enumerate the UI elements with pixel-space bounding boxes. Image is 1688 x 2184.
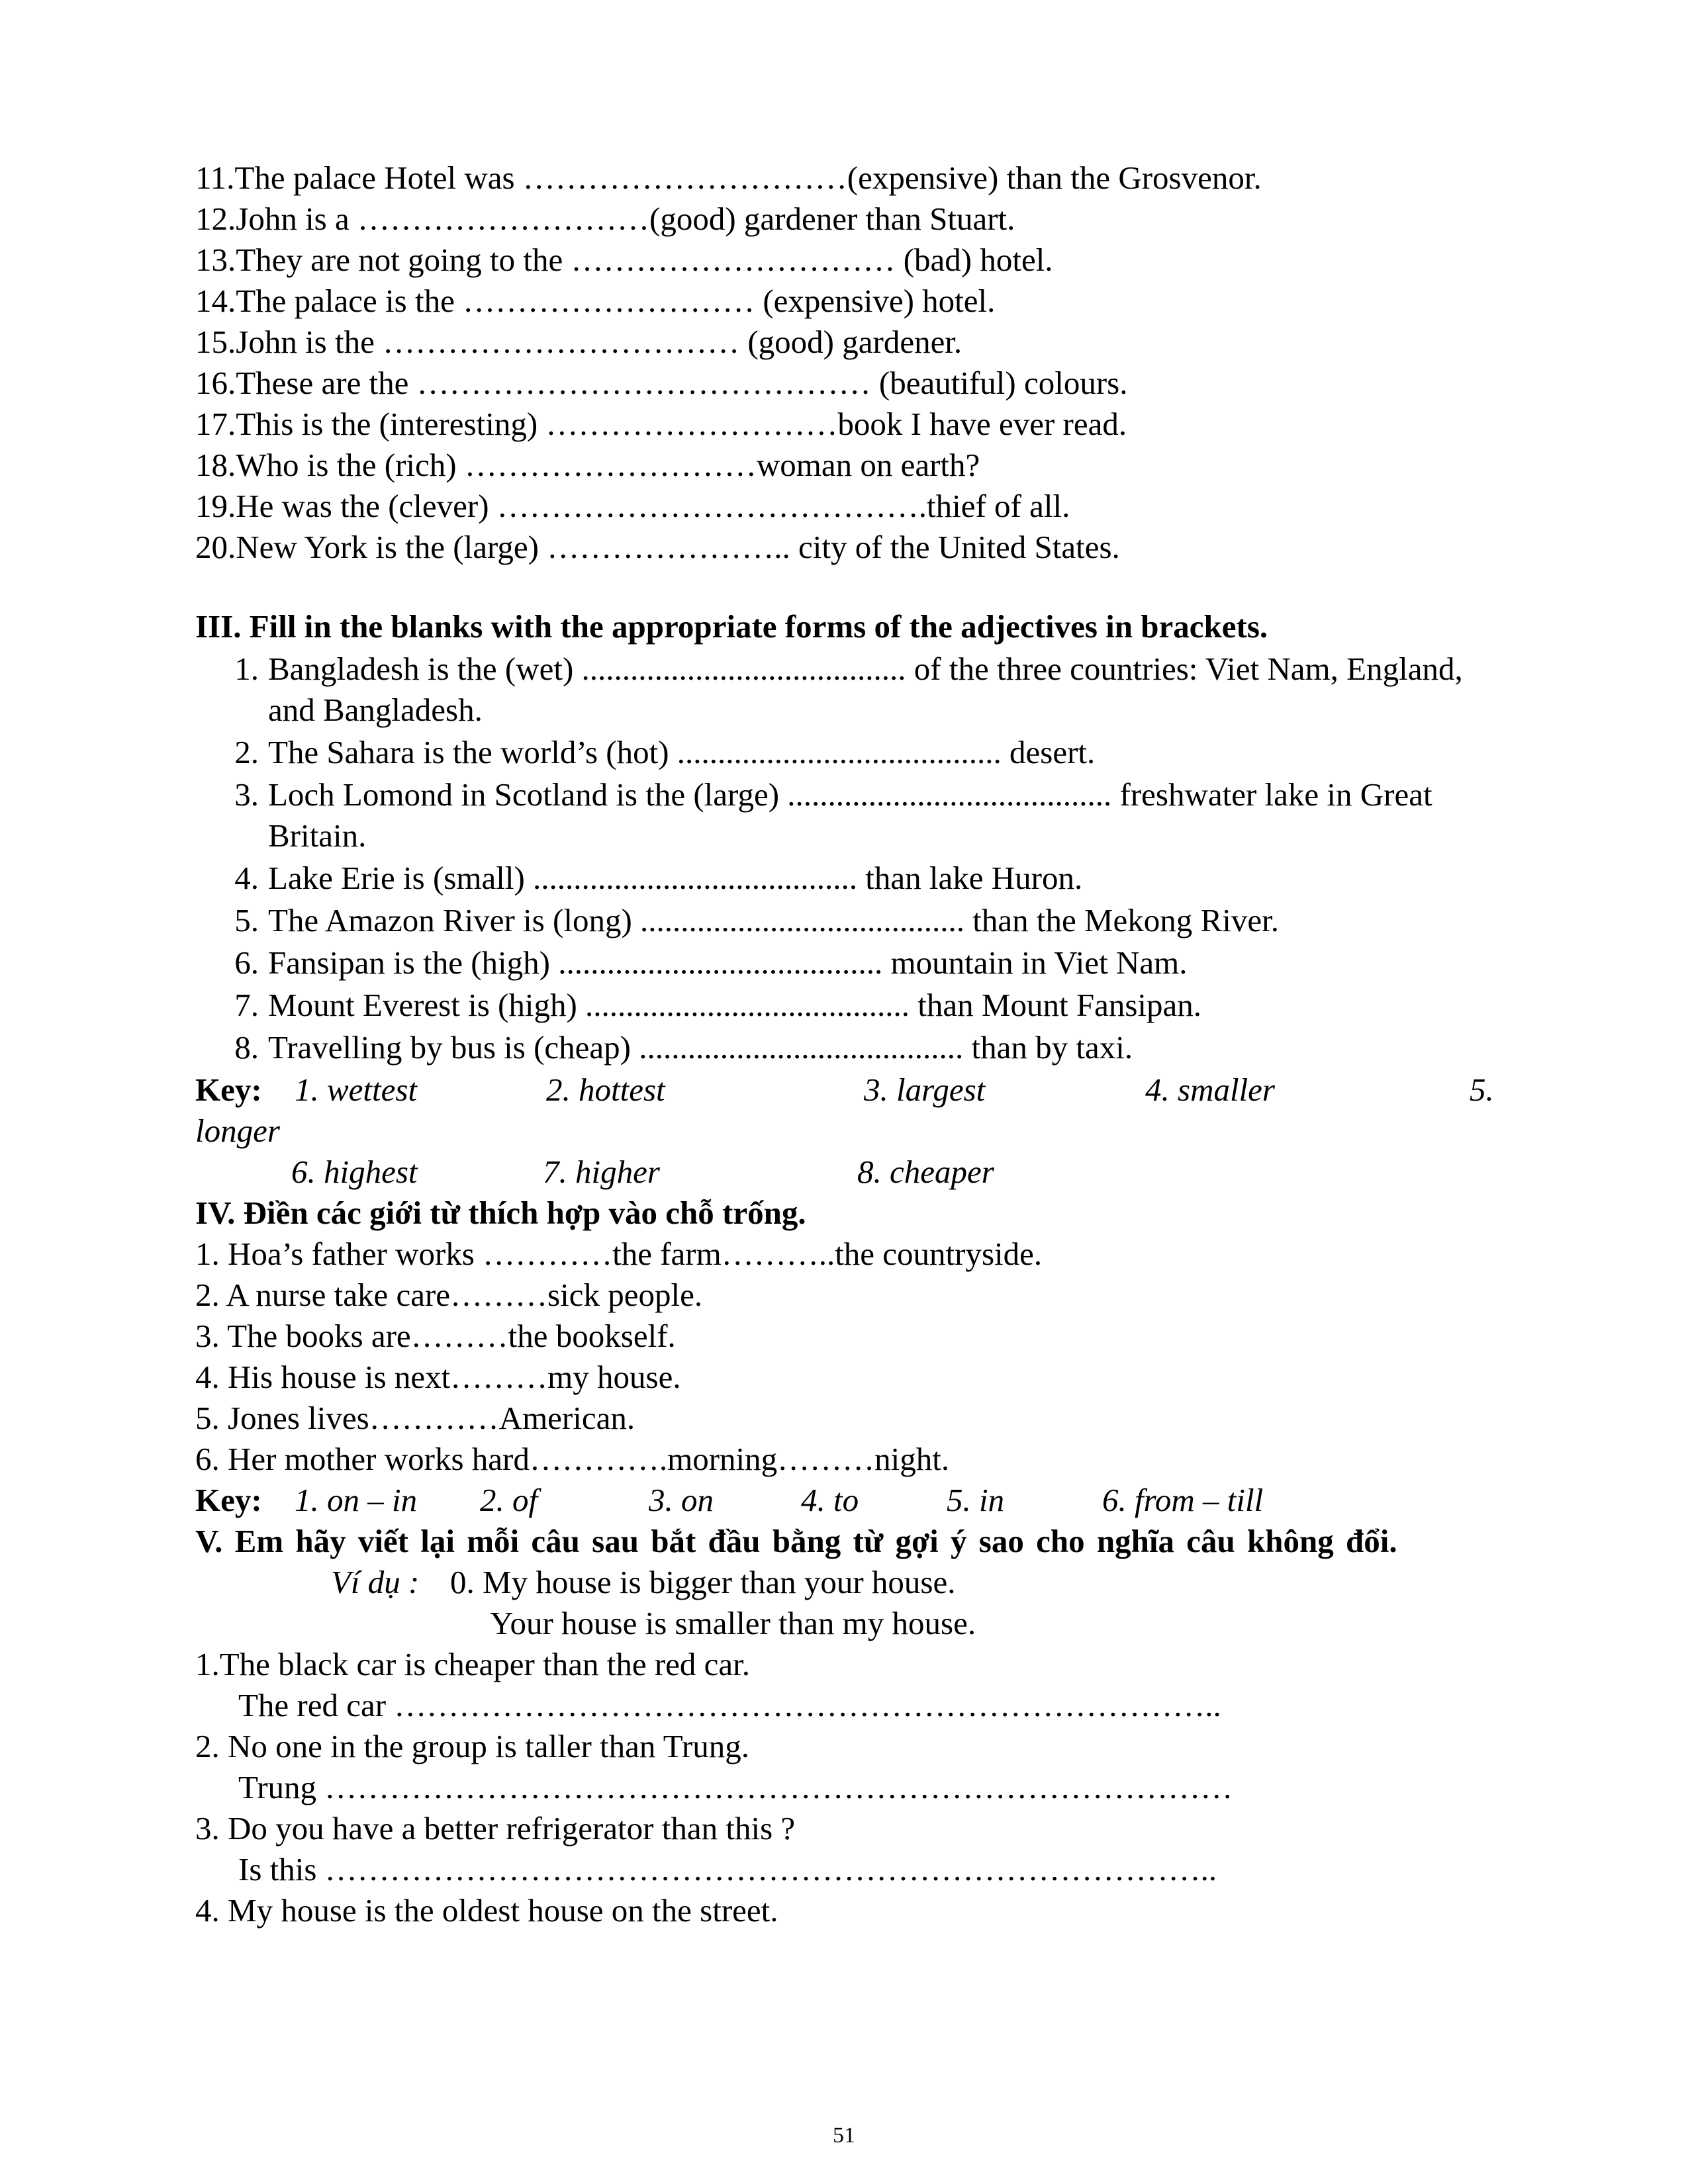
- example-row: [195, 1562, 1493, 1603]
- item-number: 6.: [234, 944, 259, 981]
- key-answer: 4. to: [801, 1482, 859, 1518]
- item-text: Bangladesh is the (wet) ........................................ of the three countries: Viet Nam, England, and Bangladesh.: [268, 651, 1463, 728]
- key-answer: 5. in: [947, 1482, 1005, 1518]
- item-text: Mount Everest is (high) ........................................ than Mount Fansipan.: [268, 987, 1202, 1023]
- item-text: The Amazon River is (long) ........................................ than the Mekong River.: [268, 902, 1279, 938]
- example-row: [195, 1603, 1493, 1644]
- key-answer: 3. largest: [864, 1071, 986, 1108]
- key-answer: 3. on: [649, 1482, 714, 1518]
- section-ii-continued: [195, 158, 1493, 568]
- list-item: 1. Hoa’s father works …………the farm………..the countryside.: [195, 1236, 1043, 1272]
- list-item: [195, 649, 1493, 731]
- answer-line: The red car …………………………………………………………………..: [238, 1687, 1221, 1723]
- item-text: The Sahara is the world’s (hot) ........................................ desert.: [268, 734, 1096, 770]
- section-iv-list: [195, 1234, 1493, 1480]
- exercise-line: 15.John is the …………………………… (good) gardener.: [195, 324, 962, 360]
- list-item: [195, 900, 1493, 941]
- exercise-line: 12.John is a ………………………(good) gardener than Stuart.: [195, 201, 1015, 237]
- key-answer: 6. from – till: [1102, 1482, 1264, 1518]
- exercise-line: 16.These are the …………………………………… (beautiful) colours.: [195, 365, 1128, 401]
- section-v-list: [195, 1644, 1493, 1931]
- exercise-line: 19.He was the (clever) ………………………………….thief of all.: [195, 488, 1070, 524]
- item-number: 7.: [234, 987, 259, 1023]
- item-number: 1.: [234, 651, 259, 687]
- key-answer: 7. higher: [543, 1154, 660, 1190]
- key-answer: 2. of: [480, 1482, 538, 1518]
- exercise-sentence: 3. Do you have a better refrigerator than this ?: [195, 1810, 796, 1846]
- answer-line: Trung …………………………………………………………………………: [238, 1769, 1233, 1805]
- list-item: 5. Jones lives…………American.: [195, 1400, 635, 1436]
- exercise-line: 18.Who is the (rich) ………………………woman on earth?: [195, 447, 980, 483]
- key-answer: 8. cheaper: [857, 1154, 994, 1190]
- section-iii-list: [195, 649, 1493, 1068]
- exercise-line: 20.New York is the (large) ………………….. city of the United States.: [195, 529, 1120, 565]
- list-item: 6. Her mother works hard………….morning………night.: [195, 1441, 950, 1477]
- list-item: 2. A nurse take care………sick people.: [195, 1277, 703, 1313]
- exercise-line: 14.The palace is the ……………………… (expensive) hotel.: [195, 283, 996, 319]
- item-text: Lake Erie is (small) ........................................ than lake Huron.: [268, 860, 1083, 896]
- item-number: 4.: [234, 860, 259, 896]
- answer-line: Is this ………………………………………………………………………..: [238, 1851, 1217, 1888]
- list-item: [195, 774, 1493, 856]
- item-text: Loch Lomond in Scotland is the (large) ........................................ freshwater lake in Great Britain.: [268, 776, 1432, 854]
- example-label: Ví dụ :: [331, 1564, 420, 1600]
- item-number: 3.: [234, 776, 259, 813]
- key-answer: 2. hottest: [546, 1071, 665, 1108]
- key-answer: longer: [195, 1113, 280, 1149]
- list-item: [195, 942, 1493, 983]
- list-item: [195, 858, 1493, 899]
- key-label: Key:: [195, 1482, 262, 1518]
- exercise-sentence: 2. No one in the group is taller than Trung.: [195, 1728, 750, 1764]
- exercise-sentence: 1.The black car is cheaper than the red car.: [195, 1646, 751, 1682]
- key-answer: 5.: [1470, 1071, 1494, 1108]
- list-item: [195, 732, 1493, 773]
- section-v-heading: V. Em hãy viết lại mỗi câu sau bắt đầu bằng từ gợi ý sao cho nghĩa câu không đổi.: [195, 1523, 1397, 1559]
- list-item: [195, 1027, 1493, 1068]
- key-answer: 6. highest: [291, 1154, 418, 1190]
- example-answer: Your house is smaller than my house.: [490, 1605, 976, 1641]
- section-iii-heading: III. Fill in the blanks with the appropriate forms of the adjectives in brackets.: [195, 608, 1268, 645]
- key-answer: 1. on – in: [295, 1482, 418, 1518]
- item-text: Fansipan is the (high) ........................................ mountain in Viet Nam.: [268, 944, 1188, 981]
- page-number: 51: [833, 2123, 855, 2148]
- list-item: [195, 985, 1493, 1026]
- exercise-line: 11.The palace Hotel was …………………………(expensive) than the Grosvenor.: [195, 159, 1262, 196]
- item-number: 5.: [234, 902, 259, 938]
- key-label: Key:: [195, 1071, 262, 1108]
- section-iv-key: [195, 1480, 1493, 1521]
- item-number: 2.: [234, 734, 259, 770]
- key-answer: 1. wettest: [295, 1071, 418, 1108]
- list-item: 4. His house is next………my house.: [195, 1359, 681, 1395]
- section-iv-heading: IV. Điền các giới từ thích hợp vào chỗ trống.: [195, 1195, 806, 1231]
- item-text: Travelling by bus is (cheap) ........................................ than by taxi.: [268, 1029, 1133, 1066]
- exercise-line: 17.This is the (interesting) ………………………book I have ever read.: [195, 406, 1127, 442]
- item-number: 8.: [234, 1029, 259, 1066]
- section-iii-key: [195, 1069, 1493, 1193]
- exercise-line: 13.They are not going to the ………………………… (bad) hotel.: [195, 242, 1053, 278]
- list-item: 3. The books are………the bookself.: [195, 1318, 676, 1354]
- exercise-sentence: 4. My house is the oldest house on the street.: [195, 1892, 778, 1929]
- page-content: [195, 158, 1493, 1931]
- example-sentence: 0. My house is bigger than your house.: [450, 1564, 956, 1600]
- key-answer: 4. smaller: [1145, 1071, 1275, 1108]
